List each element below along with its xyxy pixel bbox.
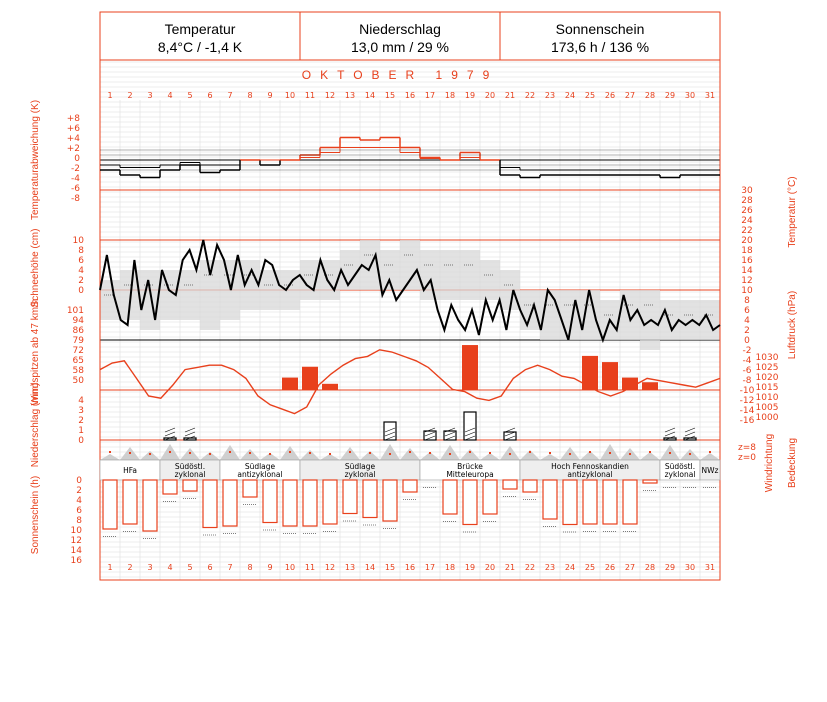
gust-tick: 72: [72, 346, 84, 356]
weather-type-sublabel: zyklonal: [664, 470, 696, 479]
day-label: 16: [404, 91, 416, 100]
gust-tick: 86: [72, 326, 84, 336]
day-label: 19: [464, 563, 476, 572]
anomaly-tick: -8: [71, 194, 80, 204]
wind-direction-dot: [289, 451, 291, 453]
temp-band-block: [160, 270, 180, 320]
day-label: 11: [304, 91, 316, 100]
day-label: 25: [584, 91, 596, 100]
gust-bar: [602, 362, 618, 390]
temperature-tick: -6: [742, 366, 752, 376]
temperature-tick: 18: [741, 246, 753, 256]
weather-type-label: Südlage: [344, 462, 376, 471]
temperature-tick: 14: [741, 266, 753, 276]
wind-direction-dot: [169, 451, 171, 453]
temperature-tick: -14: [739, 406, 755, 416]
cover-triangle: [640, 452, 660, 460]
sunshine-bar: [143, 480, 157, 531]
day-label: 1: [107, 563, 113, 572]
sunshine-bar: [303, 480, 317, 526]
weather-type-panel: [100, 460, 720, 480]
day-label: 5: [187, 563, 193, 572]
precip-tick: 0: [78, 436, 84, 446]
anomaly-tick: -2: [71, 164, 80, 174]
sunshine-bar: [483, 480, 497, 514]
wind-direction-dot: [609, 452, 611, 454]
sun-tick: 8: [76, 516, 82, 526]
day-label: 11: [304, 563, 316, 572]
day-label: 4: [167, 91, 173, 100]
day-label: 12: [324, 563, 336, 572]
day-label: 31: [704, 563, 716, 572]
temperature-tick: 26: [741, 206, 753, 216]
day-label: 23: [544, 91, 556, 100]
precip-hatch: [505, 428, 515, 432]
temperature-tick: -12: [739, 396, 755, 406]
anomaly-tick: -4: [71, 174, 80, 184]
prec-value: 13,0 mm / 29 %: [350, 39, 450, 55]
wind-direction-dot: [269, 453, 271, 455]
day-label: 8: [247, 91, 253, 100]
gust-tick: 65: [72, 356, 84, 366]
axis-title: Niederschlag (mm): [30, 382, 41, 468]
weather-type-label: NWz: [701, 466, 719, 475]
wind-direction-dot: [469, 451, 471, 453]
snow-tick: 4: [78, 266, 84, 276]
axis-title: Schneehöhe (cm): [30, 228, 41, 308]
day-label: 1: [107, 91, 113, 100]
wind-direction-dot: [309, 452, 311, 454]
day-label: 13: [344, 91, 356, 100]
day-label: 6: [207, 91, 213, 100]
sunshine-bar: [163, 480, 177, 494]
wind-direction-dot: [249, 452, 251, 454]
pressure-tick: 1030: [755, 353, 779, 363]
sunshine-bar: [123, 480, 137, 524]
temp-band-block: [520, 290, 540, 330]
cover-tick: z=0: [738, 453, 756, 463]
wind-direction-dot: [649, 451, 651, 453]
day-label: 17: [424, 563, 436, 572]
sun-value: 173,6 h / 136 %: [550, 39, 650, 55]
day-label: 4: [167, 563, 173, 572]
day-label: 10: [284, 91, 296, 100]
day-label: 29: [664, 563, 676, 572]
temperature-tick: -8: [742, 376, 752, 386]
snow-tick: 2: [78, 276, 84, 286]
day-label: 9: [267, 91, 273, 100]
sunshine-bar: [263, 480, 277, 523]
day-label: 7: [227, 563, 233, 572]
temp-band-block: [680, 300, 700, 340]
precip-tick: 1: [78, 426, 84, 436]
day-numbers-bottom: [107, 563, 715, 572]
wind-direction-dot: [529, 451, 531, 453]
wind-direction-dot: [629, 453, 631, 455]
cover-tick: z=8: [738, 443, 756, 453]
temp-band-block: [180, 270, 200, 320]
sunshine-bar: [603, 480, 617, 524]
temperature-tick: 28: [741, 196, 753, 206]
anomaly-tick: +2: [66, 144, 80, 154]
wind-direction-dot: [569, 453, 571, 455]
weather-type-label: Hoch Fennoskandien: [551, 462, 629, 471]
wind-direction-dot: [549, 452, 551, 454]
day-label: 24: [564, 563, 576, 572]
day-label: 26: [604, 563, 616, 572]
wind-direction-dot: [149, 453, 151, 455]
wind-direction-dot: [509, 453, 511, 455]
day-label: 20: [484, 563, 496, 572]
sunshine-bar: [403, 480, 417, 492]
weather-type-label: Südlage: [244, 462, 276, 471]
day-label: 14: [364, 563, 376, 572]
precip-tick: 4: [78, 396, 84, 406]
day-label: 7: [227, 91, 233, 100]
wind-direction-dot: [189, 452, 191, 454]
temperature-tick: 2: [744, 326, 750, 336]
sunshine-bar: [203, 480, 217, 528]
cover-triangle: [340, 447, 360, 460]
weather-type-sublabel: zyklonal: [174, 470, 206, 479]
day-label: 28: [644, 563, 656, 572]
wind-direction-dot: [229, 451, 231, 453]
day-label: 8: [247, 563, 253, 572]
day-label: 27: [624, 563, 636, 572]
axis-title: Luftdruck (hPa): [787, 290, 798, 360]
day-label: 30: [684, 91, 696, 100]
temperature-tick: 24: [741, 216, 753, 226]
weather-type-sublabel: antizyklonal: [567, 470, 613, 479]
temperature-tick: -10: [739, 386, 755, 396]
sun-tick: 14: [70, 546, 82, 556]
axis-title: Windrichtung: [764, 433, 775, 493]
gust-bar: [282, 378, 298, 390]
anomaly-tick: +8: [66, 114, 80, 124]
day-label: 15: [384, 91, 396, 100]
sunshine-bar: [643, 480, 657, 483]
pressure-tick: 1010: [755, 393, 779, 403]
anomaly-positive-step-1: [240, 148, 500, 161]
sunshine-bar: [523, 480, 537, 492]
day-label: 6: [207, 563, 213, 572]
day-label: 15: [384, 563, 396, 572]
temp-band-block: [440, 250, 460, 300]
day-label: 10: [284, 563, 296, 572]
gust-bar: [642, 382, 658, 390]
pressure-tick: 1005: [755, 403, 779, 413]
gust-tick: 58: [72, 366, 84, 376]
day-label: 18: [444, 91, 456, 100]
temperature-tick: 0: [744, 336, 750, 346]
weather-type-label: Südöstl.: [174, 462, 206, 471]
sun-tick: 4: [76, 496, 82, 506]
sunshine-bar: [623, 480, 637, 524]
gust-tick: 79: [72, 336, 84, 346]
wind-direction-dot: [429, 452, 431, 454]
temp-band-block: [340, 250, 360, 290]
temperature-tick: 8: [744, 296, 750, 306]
wind-direction-dot: [329, 453, 331, 455]
temperature-anomaly-panel: [100, 138, 720, 178]
day-label: 14: [364, 91, 376, 100]
cover-triangle: [480, 453, 500, 460]
day-label: 21: [504, 563, 516, 572]
wind-direction-dot: [209, 453, 211, 455]
cover-triangle: [400, 448, 420, 460]
temperature-tick: 12: [741, 276, 753, 286]
temp-value: 8,4°C / -1,4 K: [157, 39, 243, 55]
precip-hatch: [685, 432, 695, 436]
gust-bar: [582, 356, 598, 390]
sun-tick: 16: [70, 556, 82, 566]
sunshine-bar: [543, 480, 557, 519]
sun-tick: 12: [70, 536, 82, 546]
sunshine-bar: [463, 480, 477, 525]
precip-hatch: [185, 428, 195, 432]
sunshine-panel: [103, 480, 717, 539]
sunshine-bar: [183, 480, 197, 491]
snow-tick: 10: [72, 236, 84, 246]
sunshine-bar: [583, 480, 597, 524]
sunshine-bar: [443, 480, 457, 514]
temperature-tick: -4: [742, 356, 752, 366]
pressure-tick: 1015: [755, 383, 779, 393]
pressure-tick: 1025: [755, 363, 779, 373]
gust-tick: 101: [66, 306, 84, 316]
precipitation-panel: [164, 412, 696, 440]
day-label: 17: [424, 91, 436, 100]
day-label: 13: [344, 563, 356, 572]
temp-title: Temperatur: [164, 21, 236, 37]
wind-direction-dot: [109, 451, 111, 453]
weather-type-sublabel: antizyklonal: [237, 470, 283, 479]
temperature-tick: 30: [741, 186, 753, 196]
weather-type-label: Südöstl.: [664, 462, 696, 471]
sun-title: Sonnenschein: [555, 21, 645, 37]
wind-direction-dot: [409, 451, 411, 453]
wind-direction-dot: [589, 451, 591, 453]
precip-tick: 3: [78, 406, 84, 416]
anomaly-tick: -6: [71, 184, 80, 194]
precip-tick: 2: [78, 416, 84, 426]
sunshine-bar: [563, 480, 577, 525]
cover-triangle: [240, 449, 260, 460]
axis-title: Sonnenschein (h): [30, 475, 41, 555]
wind-direction-dot: [449, 453, 451, 455]
day-label: 19: [464, 91, 476, 100]
day-label: 31: [704, 91, 716, 100]
pressure-tick: 1000: [755, 413, 779, 423]
sun-tick: 2: [76, 486, 82, 496]
day-label: 24: [564, 91, 576, 100]
sunshine-bar: [323, 480, 337, 524]
precip-hatch: [185, 432, 195, 436]
wind-direction-dot: [389, 453, 391, 455]
day-label: 25: [584, 563, 596, 572]
day-label: 12: [324, 91, 336, 100]
sun-tick: 0: [76, 476, 82, 486]
sunshine-bar: [383, 480, 397, 521]
cloud-cover-panel: [100, 444, 720, 460]
day-label: 3: [147, 563, 153, 572]
sunshine-bar: [103, 480, 117, 529]
precip-hatch: [665, 432, 675, 436]
day-label: 9: [267, 563, 273, 572]
precip-hatch: [165, 432, 175, 436]
precip-hatch: [665, 428, 675, 432]
month-label: OKTOBER 1979: [301, 68, 499, 82]
sunshine-bar: [343, 480, 357, 514]
sunshine-bar: [283, 480, 297, 526]
weather-type-sublabel: zyklonal: [344, 470, 376, 479]
temperature-tick: 22: [741, 226, 753, 236]
gust-tick: 50: [72, 376, 84, 386]
temperature-tick: 6: [744, 306, 750, 316]
day-label: 26: [604, 91, 616, 100]
day-label: 30: [684, 563, 696, 572]
wind-direction-dot: [689, 453, 691, 455]
temperature-tick: 4: [744, 316, 750, 326]
day-label: 18: [444, 563, 456, 572]
axis-title: Temperatur (°C): [787, 176, 798, 248]
gust-bar: [322, 384, 338, 390]
day-label: 2: [127, 91, 133, 100]
day-label: 29: [664, 91, 676, 100]
temp-band-block: [400, 240, 420, 290]
weather-type-label: HFa: [123, 466, 137, 475]
header: [100, 12, 720, 60]
wind-direction-dot: [369, 452, 371, 454]
temp-band-block: [660, 300, 680, 340]
day-label: 16: [404, 563, 416, 572]
sun-tick: 10: [70, 526, 82, 536]
temperature-tick: 16: [741, 256, 753, 266]
anomaly-tick: +6: [66, 124, 80, 134]
wind-direction-dot: [669, 452, 671, 454]
wind-direction-dot: [709, 451, 711, 453]
temp-band-block: [480, 260, 500, 300]
gust-bar: [462, 345, 478, 390]
weather-type-sublabel: Mitteleuropa: [446, 470, 494, 479]
cover-triangle: [300, 450, 320, 460]
sun-tick: 6: [76, 506, 82, 516]
sunshine-bar: [363, 480, 377, 518]
day-label: 3: [147, 91, 153, 100]
snow-tick: 6: [78, 256, 84, 266]
day-label: 28: [644, 91, 656, 100]
axis-title: Windspitzen ab 47 km/h: [30, 298, 41, 406]
temperature-tick: 10: [741, 286, 753, 296]
temp-band-block: [100, 280, 120, 320]
axis-title: Bedeckung: [787, 437, 798, 489]
day-label: 5: [187, 91, 193, 100]
wind-direction-dot: [349, 451, 351, 453]
anomaly-tick: +4: [66, 134, 80, 144]
precip-bar: [384, 422, 396, 440]
temp-band-block: [240, 260, 260, 310]
day-label: 20: [484, 91, 496, 100]
precip-hatch: [165, 428, 175, 432]
gust-bar: [302, 367, 318, 390]
sunshine-bar: [503, 480, 517, 489]
day-label: 21: [504, 91, 516, 100]
day-label: 22: [524, 91, 536, 100]
wind-direction-dot: [489, 452, 491, 454]
cover-triangle: [460, 449, 480, 460]
day-label: 23: [544, 563, 556, 572]
axis-title: Temperaturabweichung (K): [30, 99, 41, 221]
precip-hatch: [685, 428, 695, 432]
gust-tick: 94: [72, 316, 84, 326]
gust-bar: [622, 378, 638, 390]
prec-title: Niederschlag: [359, 21, 441, 37]
day-label: 2: [127, 563, 133, 572]
temp-band-block: [460, 250, 480, 300]
sunshine-bar: [243, 480, 257, 497]
snow-tick: 0: [78, 286, 84, 296]
sunshine-bar: [223, 480, 237, 526]
temp-band-block: [420, 250, 440, 300]
day-label: 27: [624, 91, 636, 100]
pressure-tick: 1020: [755, 373, 779, 383]
temperature-tick: 20: [741, 236, 753, 246]
temperature-tick: -16: [739, 416, 755, 426]
anomaly-tick: 0: [74, 154, 80, 164]
day-label: 22: [524, 563, 536, 572]
wind-direction-dot: [129, 452, 131, 454]
cover-triangle: [700, 453, 720, 460]
snow-tick: 8: [78, 246, 84, 256]
temperature-tick: -2: [742, 346, 752, 356]
shaded-bands: [100, 240, 720, 350]
weather-type-label: Brücke: [457, 462, 483, 471]
